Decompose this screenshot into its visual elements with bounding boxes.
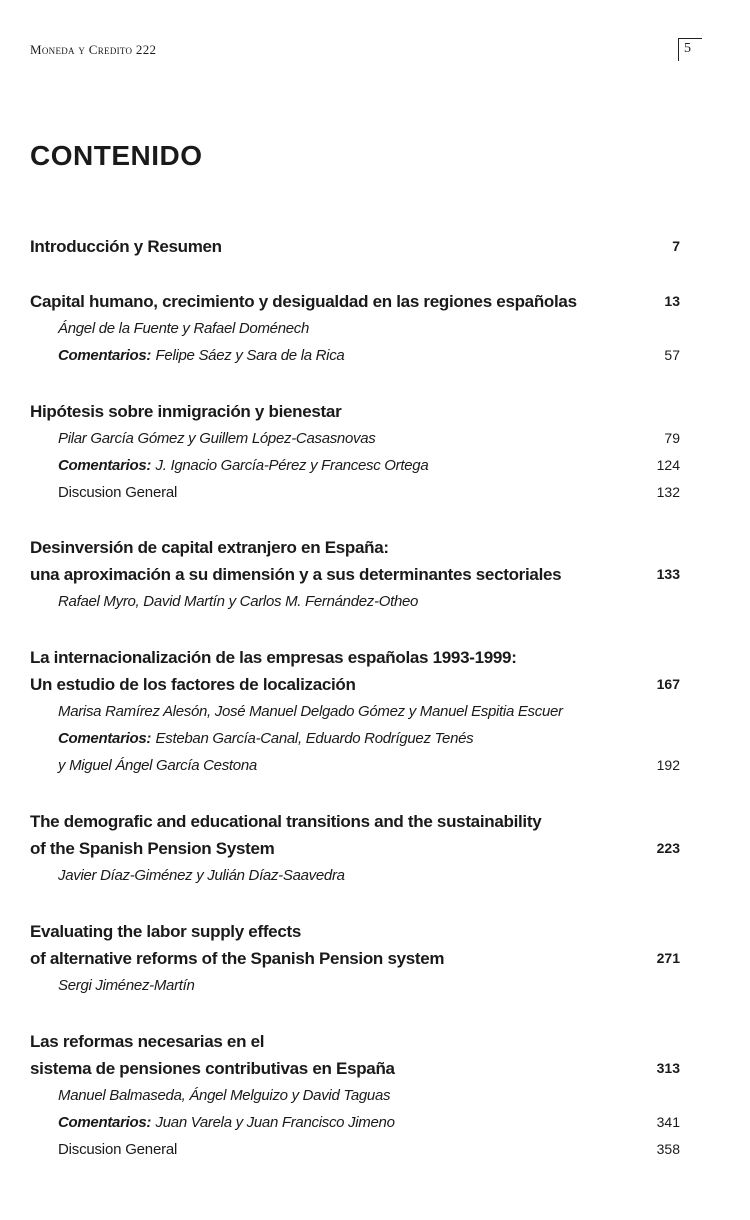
toc-comment-row bbox=[30, 752, 680, 779]
toc-entry bbox=[30, 233, 680, 288]
toc-authors-row bbox=[30, 862, 680, 889]
toc-authors-row bbox=[30, 425, 680, 452]
toc-heading: una aproximación a su dimensión y a sus determinantes sectoriales bbox=[30, 565, 562, 584]
toc-comment-row bbox=[30, 1109, 680, 1136]
toc-entry bbox=[30, 398, 680, 534]
toc-heading-row bbox=[30, 1055, 680, 1082]
table-of-contents bbox=[30, 233, 680, 1198]
toc-authors-row bbox=[30, 972, 680, 999]
toc-entry bbox=[30, 1028, 680, 1198]
toc-entry bbox=[30, 644, 680, 808]
toc-heading: Desinversión de capital extranjero en España: bbox=[30, 538, 389, 557]
page-title: CONTENIDO bbox=[30, 140, 203, 171]
toc-authors-row bbox=[30, 588, 680, 615]
toc-heading: of the Spanish Pension System bbox=[30, 839, 275, 858]
toc-entry bbox=[30, 534, 680, 644]
comment-names: J. Ignacio García-Pérez y Francesc Ortega bbox=[155, 457, 429, 474]
toc-heading: Un estudio de los factores de localización bbox=[30, 675, 356, 694]
comment-label: Comentarios: bbox=[58, 1114, 152, 1131]
toc-heading-row bbox=[30, 398, 680, 425]
toc-page-number: 133 bbox=[656, 566, 680, 582]
toc-heading: Las reformas necesarias en el bbox=[30, 1032, 265, 1051]
toc-entry bbox=[30, 918, 680, 1028]
toc-authors: Pilar García Gómez y Guillem López-Casasnovas bbox=[58, 430, 376, 447]
toc-heading: Introducción y Resumen bbox=[30, 237, 222, 256]
toc-page-number: 271 bbox=[656, 950, 680, 966]
comment-label: Comentarios: bbox=[58, 730, 152, 747]
toc-entry bbox=[30, 288, 680, 398]
toc-heading-row bbox=[30, 945, 680, 972]
toc-heading: Evaluating the labor supply effects bbox=[30, 922, 302, 941]
toc-page-number: 358 bbox=[656, 1141, 680, 1157]
toc-authors: Ángel de la Fuente y Rafael Doménech bbox=[58, 320, 310, 337]
toc-page-number: 124 bbox=[656, 457, 680, 473]
comment-names: Juan Varela y Juan Francisco Jimeno bbox=[155, 1114, 395, 1131]
toc-page-number: 167 bbox=[656, 676, 680, 692]
toc-heading-row bbox=[30, 534, 680, 561]
toc-page-number: 313 bbox=[656, 1060, 680, 1076]
toc-authors: Javier Díaz-Giménez y Julián Díaz-Saavedra bbox=[58, 867, 345, 884]
general-discussion: Discusion General bbox=[58, 484, 178, 501]
toc-page-number: 79 bbox=[664, 430, 680, 446]
toc-comment-row bbox=[30, 342, 680, 369]
toc-authors: Manuel Balmaseda, Ángel Melguizo y David Taguas bbox=[58, 1087, 391, 1104]
toc-heading-row bbox=[30, 835, 680, 862]
toc-heading-row bbox=[30, 288, 680, 315]
comment-names: y Miguel Ángel García Cestona bbox=[58, 757, 257, 774]
toc-heading-row bbox=[30, 1028, 680, 1055]
toc-page-number: 341 bbox=[656, 1114, 680, 1130]
toc-heading: Capital humano, crecimiento y desigualdad en las regiones españolas bbox=[30, 292, 577, 311]
toc-comment-row bbox=[30, 452, 680, 479]
comment-names: Felipe Sáez y Sara de la Rica bbox=[155, 347, 345, 364]
toc-general-row bbox=[30, 479, 680, 506]
toc-heading: La internacionalización de las empresas españolas 1993-1999: bbox=[30, 648, 517, 667]
journal-header: Moneda y Credito 222 bbox=[30, 42, 157, 57]
toc-authors-row bbox=[30, 315, 680, 342]
toc-heading-row bbox=[30, 233, 680, 260]
toc-page-number: 7 bbox=[672, 238, 680, 254]
toc-heading: Hipótesis sobre inmigración y bienestar bbox=[30, 402, 342, 421]
toc-heading-row bbox=[30, 918, 680, 945]
toc-page-number: 223 bbox=[656, 840, 680, 856]
toc-authors: Rafael Myro, David Martín y Carlos M. Fernández-Otheo bbox=[58, 593, 419, 610]
toc-heading-row bbox=[30, 561, 680, 588]
toc-comment-row bbox=[30, 725, 680, 752]
toc-page-number: 192 bbox=[656, 757, 680, 773]
page-number: 5 bbox=[678, 38, 702, 61]
toc-page-number: 57 bbox=[664, 347, 680, 363]
toc-heading: of alternative reforms of the Spanish Pension system bbox=[30, 949, 445, 968]
comment-names: Esteban García-Canal, Eduardo Rodríguez Tenés bbox=[155, 730, 474, 747]
toc-authors: Marisa Ramírez Alesón, José Manuel Delgado Gómez y Manuel Espitia Escuer bbox=[58, 703, 563, 720]
toc-authors: Sergi Jiménez-Martín bbox=[58, 977, 195, 994]
toc-heading: sistema de pensiones contributivas en España bbox=[30, 1059, 395, 1078]
toc-heading: The demografic and educational transitions and the sustainability bbox=[30, 812, 542, 831]
toc-authors-row bbox=[30, 698, 680, 725]
toc-heading-row bbox=[30, 808, 680, 835]
toc-entry bbox=[30, 808, 680, 918]
toc-general-row bbox=[30, 1136, 680, 1163]
toc-authors-row bbox=[30, 1082, 680, 1109]
toc-heading-row bbox=[30, 644, 680, 671]
general-discussion: Discusion General bbox=[58, 1141, 178, 1158]
toc-heading-row bbox=[30, 671, 680, 698]
comment-label: Comentarios: bbox=[58, 347, 152, 364]
toc-page-number: 132 bbox=[656, 484, 680, 500]
toc-page-number: 13 bbox=[664, 293, 680, 309]
comment-label: Comentarios: bbox=[58, 457, 152, 474]
